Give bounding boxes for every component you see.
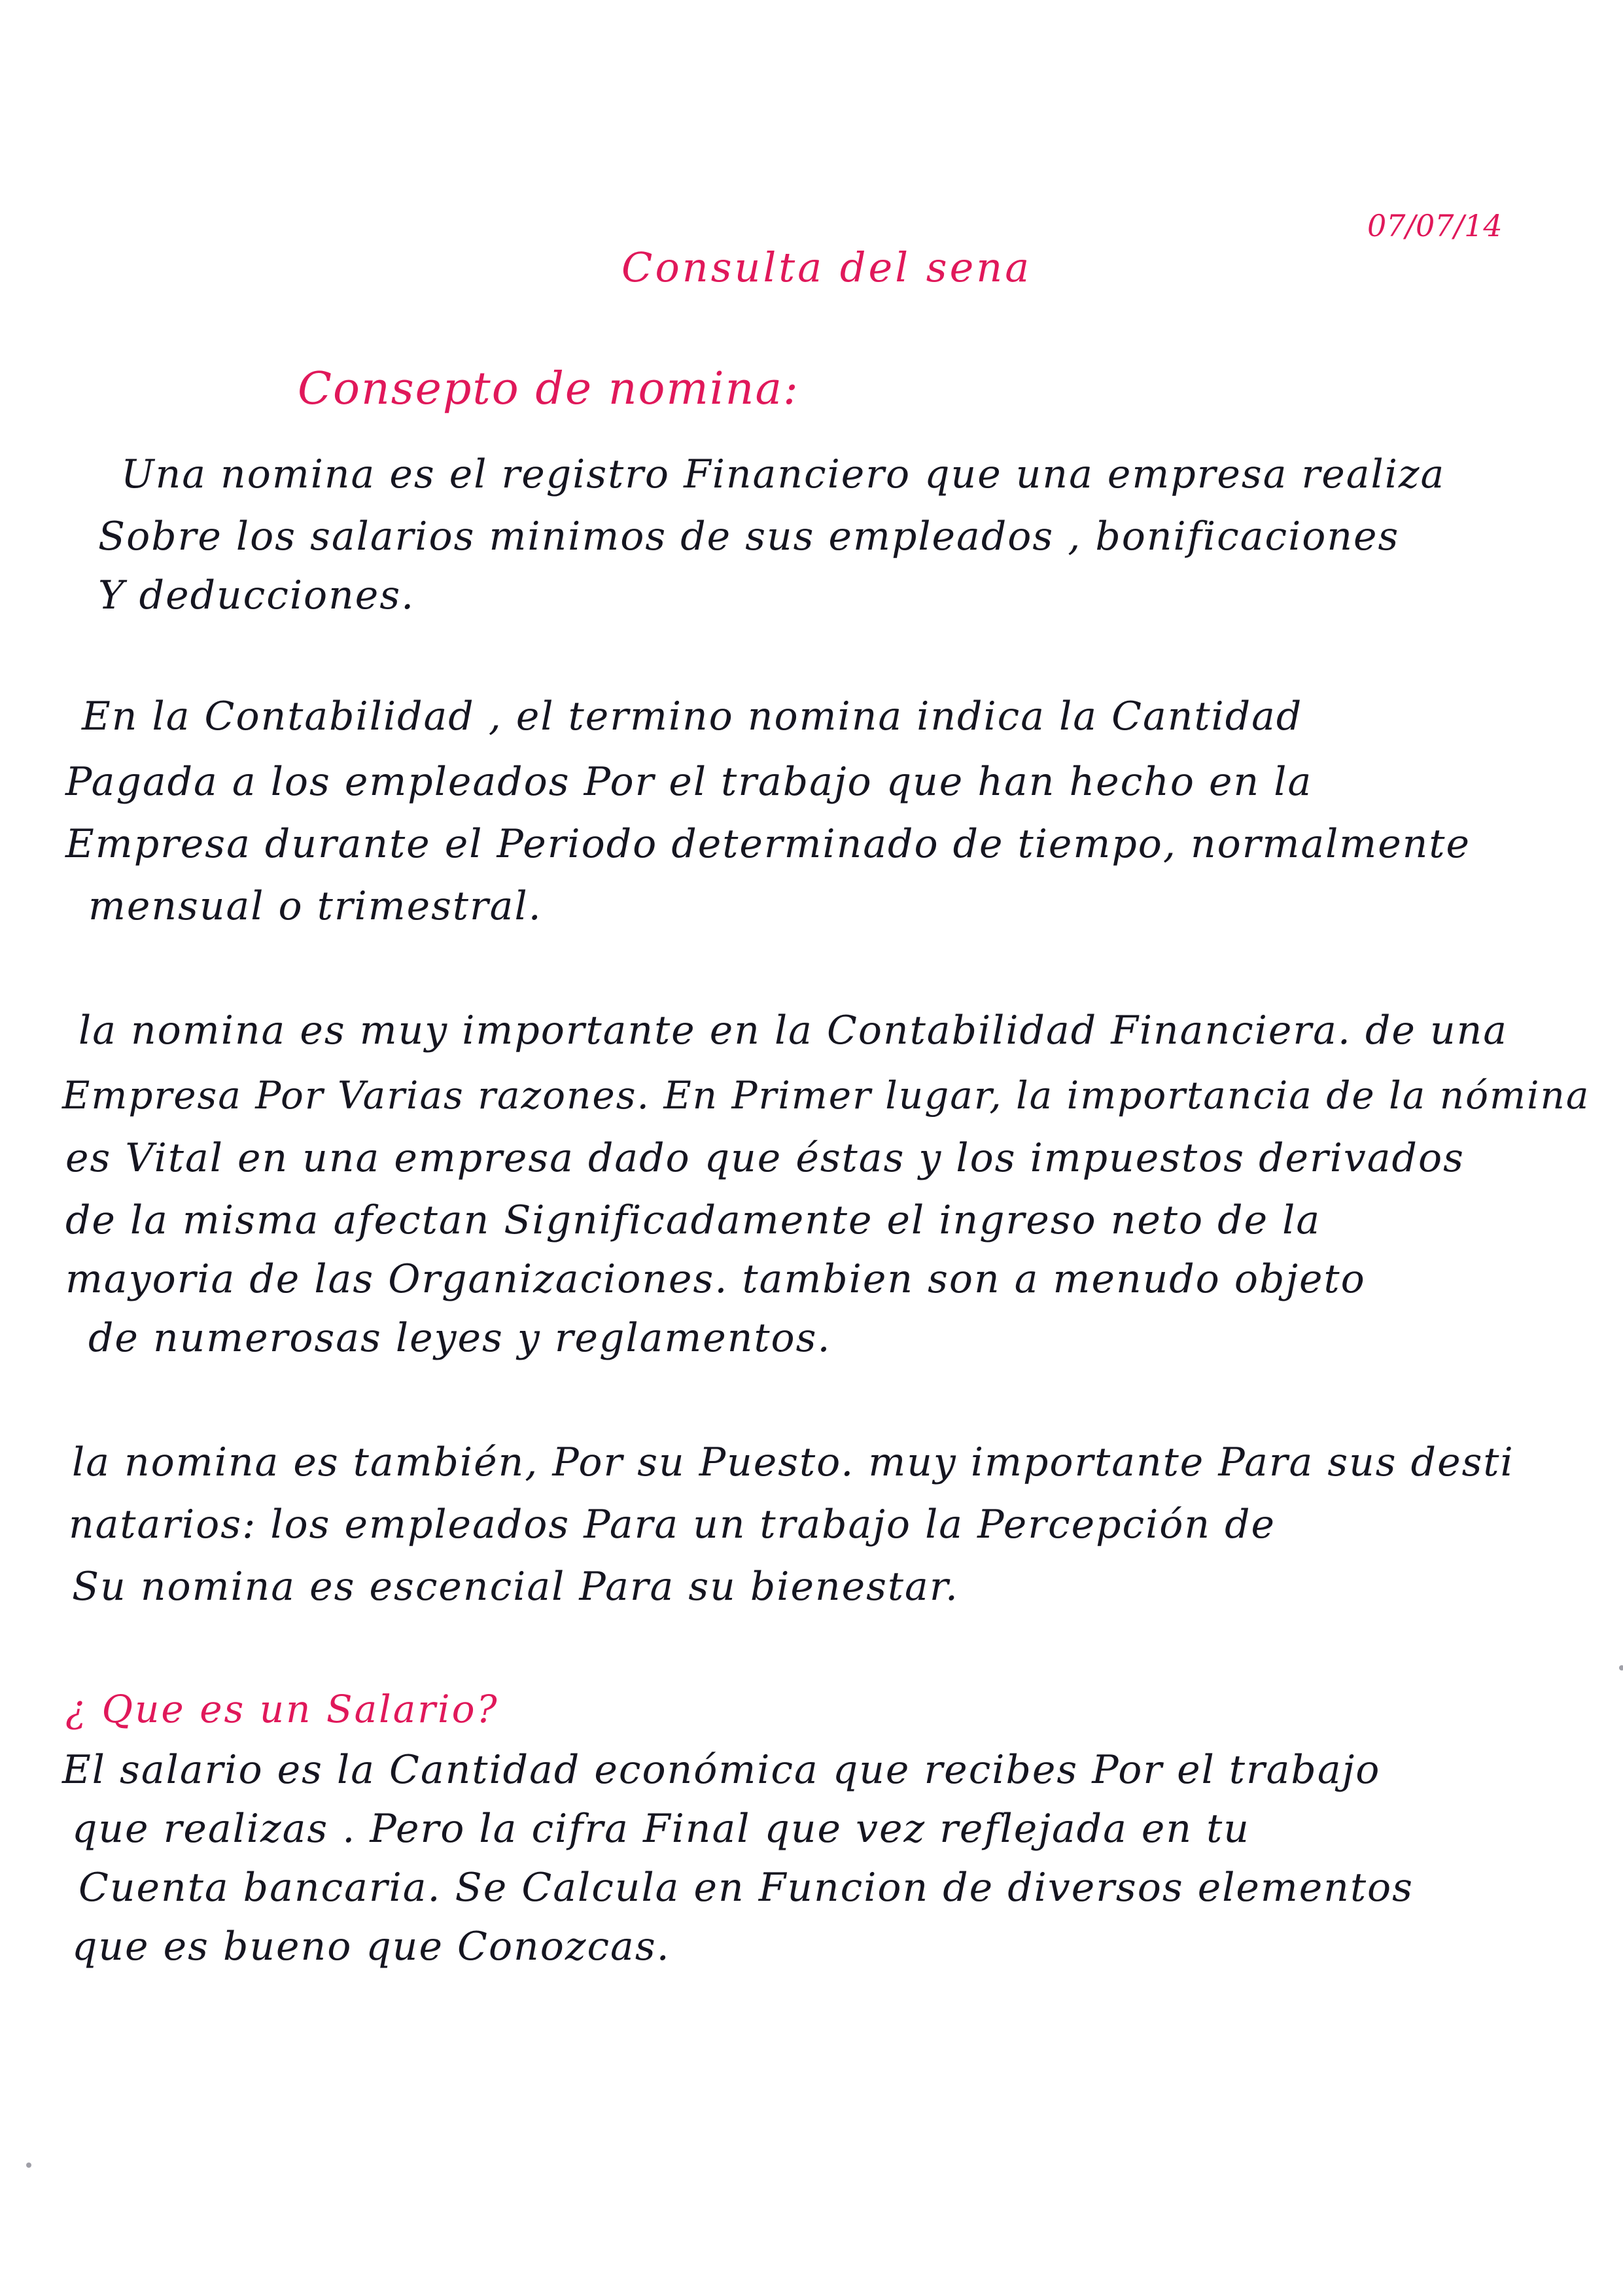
text-line: Una nomina es el registro Financiero que una empresa realiza	[121, 451, 1446, 497]
text-line: la nomina es muy importante en la Contabilidad Financiera. de una	[79, 1008, 1509, 1053]
page-title: Consulta del sena	[621, 243, 1032, 291]
text-line: Pagada a los empleados Por el trabajo que han hecho en la	[65, 759, 1313, 805]
scan-speck	[26, 2163, 31, 2168]
text-line: de la misma afectan Significadamente el ingreso neto de la	[65, 1197, 1321, 1243]
text-line: natarios: los empleados Para un trabajo la Percepción de	[69, 1502, 1276, 1547]
section-heading-salario: ¿ Que es un Salario?	[65, 1687, 499, 1731]
text-line: El salario es la Cantidad económica que recibes Por el trabajo	[62, 1747, 1381, 1793]
section-heading-nomina: Consepto de nomina:	[298, 363, 799, 415]
text-line: Empresa durante el Periodo determinado de tiempo, normalmente	[65, 821, 1471, 867]
text-line: Su nomina es escencial Para su bienestar.	[72, 1564, 959, 1610]
text-line: Y deducciones.	[98, 573, 415, 618]
text-line: mayoria de las Organizaciones. tambien son a menudo objeto	[65, 1256, 1366, 1302]
text-line: En la Contabilidad , el termino nomina indica la Cantidad	[82, 694, 1303, 739]
text-line: la nomina es también, Por su Puesto. muy importante Para sus desti	[72, 1439, 1514, 1485]
text-line: que realizas . Pero la cifra Final que vez reflejada en tu	[72, 1806, 1250, 1852]
scan-speck	[1619, 1665, 1623, 1670]
text-line: Sobre los salarios minimos de sus empleados , bonificaciones	[98, 514, 1400, 559]
text-line: de numerosas leyes y reglamentos.	[88, 1315, 831, 1361]
text-line: Empresa Por Varias razones. En Primer lugar, la importancia de la nómina	[62, 1073, 1590, 1118]
text-line: mensual o trimestral.	[88, 883, 542, 929]
text-line: que es bueno que Conozcas.	[72, 1924, 671, 1969]
date: 07/07/14	[1367, 208, 1503, 243]
text-line: es Vital en una empresa dado que éstas y los impuestos derivados	[65, 1135, 1465, 1181]
text-line: Cuenta bancaria. Se Calcula en Funcion de diversos elementos	[79, 1865, 1414, 1911]
